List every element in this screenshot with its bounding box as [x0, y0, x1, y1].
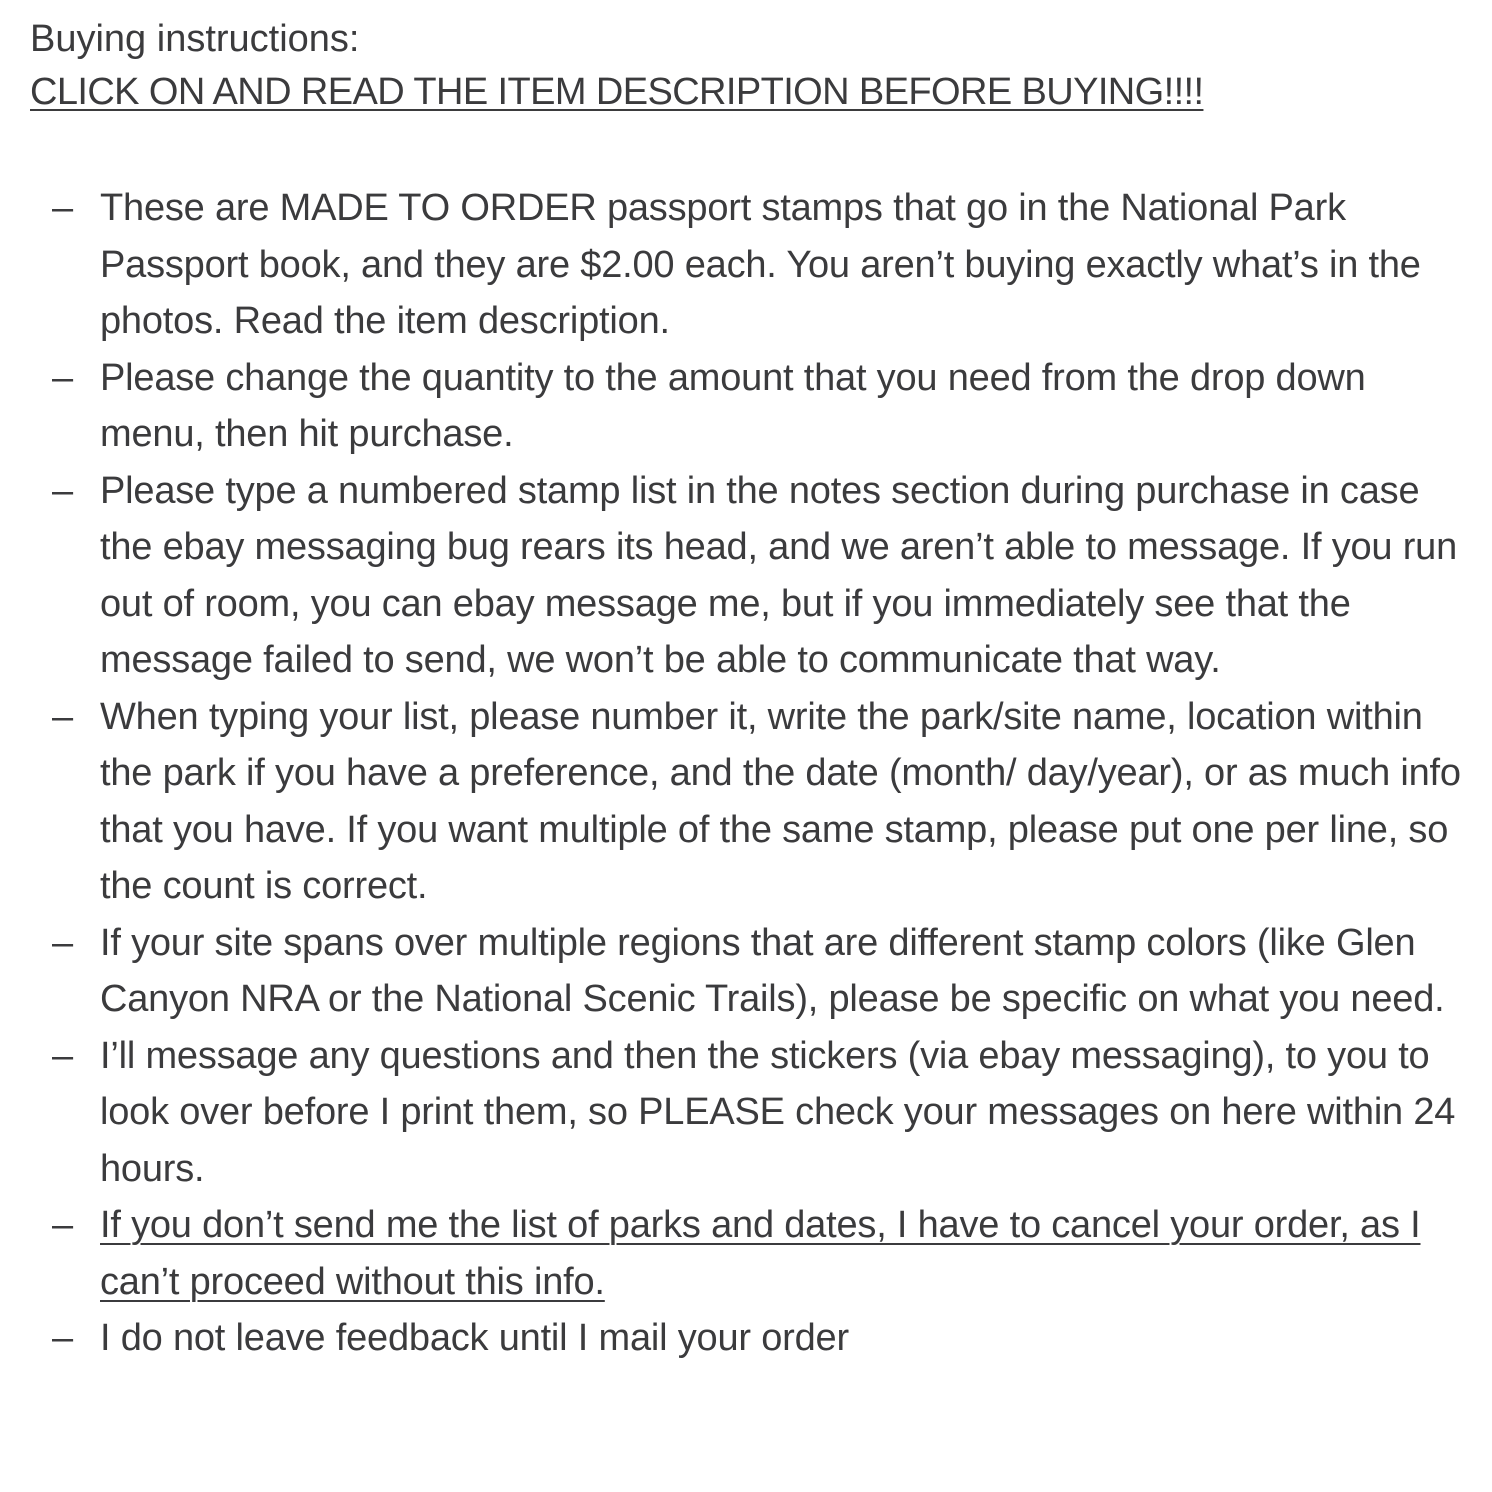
instruction-item [30, 1310, 1470, 1367]
warning-banner: CLICK ON AND READ THE ITEM DESCRIPTION BEFORE BUYING!!!! [30, 71, 1204, 113]
instruction-text: I’ll message any questions and then the stickers (via ebay messaging), to you to look over before I print them, so PLEASE check your messages on here within 24 hours. [100, 1034, 1456, 1190]
instruction-item [30, 180, 1470, 350]
document-heading: Buying instructions: [30, 18, 360, 60]
instruction-text: If your site spans over multiple regions that are different stamp colors (like Glen Canyon NRA or the National Scenic Trails), please be specific on what you need. [100, 921, 1445, 1020]
instruction-item [30, 463, 1470, 689]
instruction-list [30, 180, 1470, 1367]
instruction-text: These are MADE TO ORDER passport stamps that go in the National Park Passport book, and they are $2.00 each. You aren’t buying exactly what’s in the photos. Read the item description. [100, 187, 1421, 342]
bullet-dash: – [52, 1317, 73, 1359]
instruction-text: I do not leave feedback until I mail your order [100, 1317, 849, 1359]
bullet-dash: – [52, 187, 73, 229]
bullet-dash: – [52, 695, 73, 738]
bullet-dash: – [52, 469, 73, 512]
instruction-item [30, 689, 1470, 915]
bullet-dash: – [52, 1204, 73, 1246]
instruction-item [30, 1028, 1470, 1198]
instruction-text-emphasized: If you don’t send me the list of parks and dates, I have to cancel your order, as I can’t proceed without this info. [100, 1204, 1421, 1303]
instructions-document [30, 14, 1470, 1367]
instruction-item [30, 915, 1470, 1028]
bullet-dash: – [52, 1034, 73, 1077]
instruction-item-underlined [30, 1197, 1470, 1310]
bullet-dash: – [52, 921, 73, 964]
instruction-text: Please type a numbered stamp list in the notes section during purchase in case the ebay messaging bug rears its head, and we aren’t able to message. If you run out of room, you can ebay message me, but if you immediately see that the message failed to send, we won’t be able to communicate that way. [100, 469, 1458, 681]
instruction-text: When typing your list, please number it, write the park/site name, location within the park if you have a preference, and the date (month/ day/year), or as much info that you have. If you want multiple of the same stamp, please put one per line, so the count is correct. [100, 695, 1461, 907]
instruction-text: Please change the quantity to the amount that you need from the drop down menu, then hit purchase. [100, 356, 1366, 455]
bullet-dash: – [52, 356, 73, 399]
instruction-item [30, 350, 1470, 463]
